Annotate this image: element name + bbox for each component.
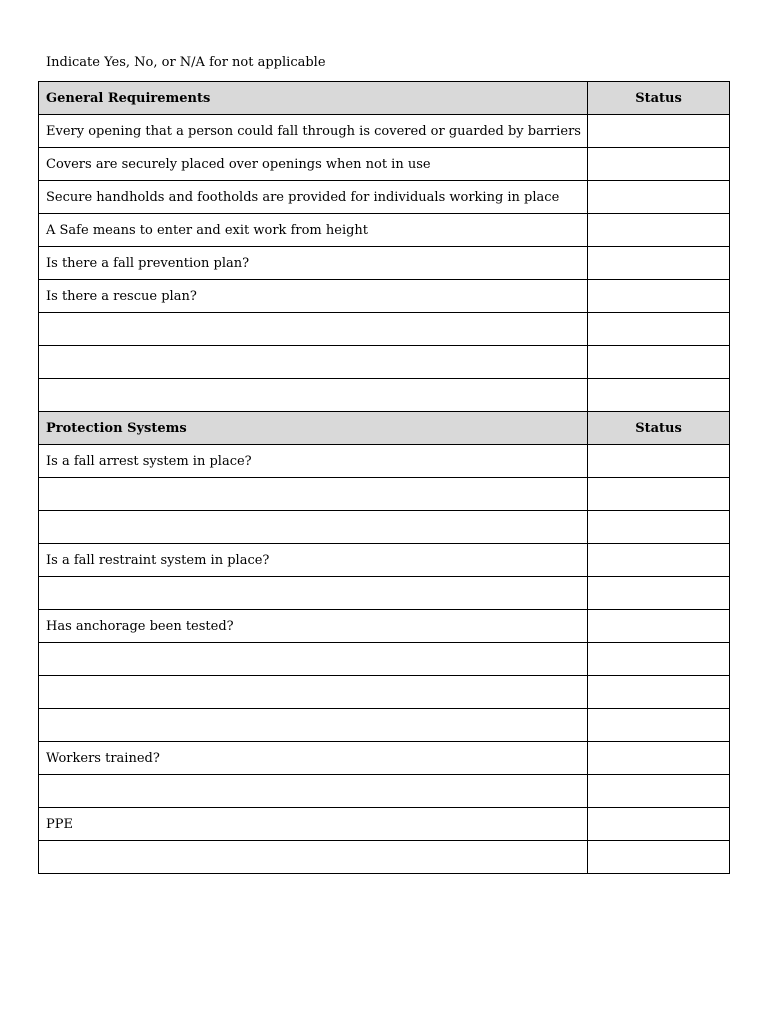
checklist-item-text [39,643,588,676]
status-cell[interactable] [588,742,730,775]
checklist-row [39,214,730,247]
checklist-row [39,346,730,379]
checklist-item-text: Covers are securely placed over openings when not in use [39,148,588,181]
checklist-item-text [39,841,588,874]
checklist-row [39,280,730,313]
status-cell[interactable] [588,544,730,577]
section-header-row [39,82,730,115]
status-column-heading: Status [588,82,730,115]
checklist-item-text [39,511,588,544]
checklist-row [39,181,730,214]
checklist-row [39,742,730,775]
checklist-item-text: Secure handholds and footholds are provided for individuals working in place [39,181,588,214]
status-cell[interactable] [588,478,730,511]
checklist-row [39,478,730,511]
status-cell[interactable] [588,280,730,313]
status-cell[interactable] [588,610,730,643]
checklist-item-text [39,478,588,511]
checklist-item-text: Is a fall restraint system in place? [39,544,588,577]
checklist-item-text: Is a fall arrest system in place? [39,445,588,478]
checklist-item-text [39,775,588,808]
checklist-item-text [39,577,588,610]
checklist-item-text [39,379,588,412]
status-cell[interactable] [588,775,730,808]
checklist-item-text [39,346,588,379]
status-cell[interactable] [588,676,730,709]
checklist-row [39,775,730,808]
status-cell[interactable] [588,841,730,874]
status-cell[interactable] [588,247,730,280]
checklist-row [39,544,730,577]
checklist-item-text [39,709,588,742]
checklist-item-text: Has anchorage been tested? [39,610,588,643]
status-cell[interactable] [588,181,730,214]
checklist-row [39,841,730,874]
checklist-row [39,643,730,676]
instruction-text: Indicate Yes, No, or N/A for not applicable [46,55,326,70]
status-cell[interactable] [588,379,730,412]
checklist-row [39,313,730,346]
status-cell[interactable] [588,346,730,379]
checklist-item-text: Is there a rescue plan? [39,280,588,313]
checklist-table [38,81,730,874]
checklist-item-text: Is there a fall prevention plan? [39,247,588,280]
section-heading: Protection Systems [39,412,588,445]
status-cell[interactable] [588,643,730,676]
checklist-row [39,709,730,742]
status-cell[interactable] [588,214,730,247]
status-cell[interactable] [588,313,730,346]
status-cell[interactable] [588,511,730,544]
checklist-item-text: Workers trained? [39,742,588,775]
checklist-row [39,676,730,709]
checklist-row [39,808,730,841]
section-header-row [39,412,730,445]
checklist-item-text [39,676,588,709]
section-heading: General Requirements [39,82,588,115]
checklist-item-text [39,313,588,346]
checklist-row [39,379,730,412]
checklist-item-text: A Safe means to enter and exit work from height [39,214,588,247]
checklist-row [39,577,730,610]
status-cell[interactable] [588,445,730,478]
status-cell[interactable] [588,148,730,181]
checklist-row [39,511,730,544]
status-cell[interactable] [588,709,730,742]
checklist-item-text: PPE [39,808,588,841]
status-column-heading: Status [588,412,730,445]
checklist-row [39,445,730,478]
checklist-row [39,247,730,280]
status-cell[interactable] [588,808,730,841]
status-cell[interactable] [588,577,730,610]
status-cell[interactable] [588,115,730,148]
checklist-row [39,115,730,148]
checklist-row [39,148,730,181]
checklist-item-text: Every opening that a person could fall through is covered or guarded by barriers [39,115,588,148]
checklist-row [39,610,730,643]
